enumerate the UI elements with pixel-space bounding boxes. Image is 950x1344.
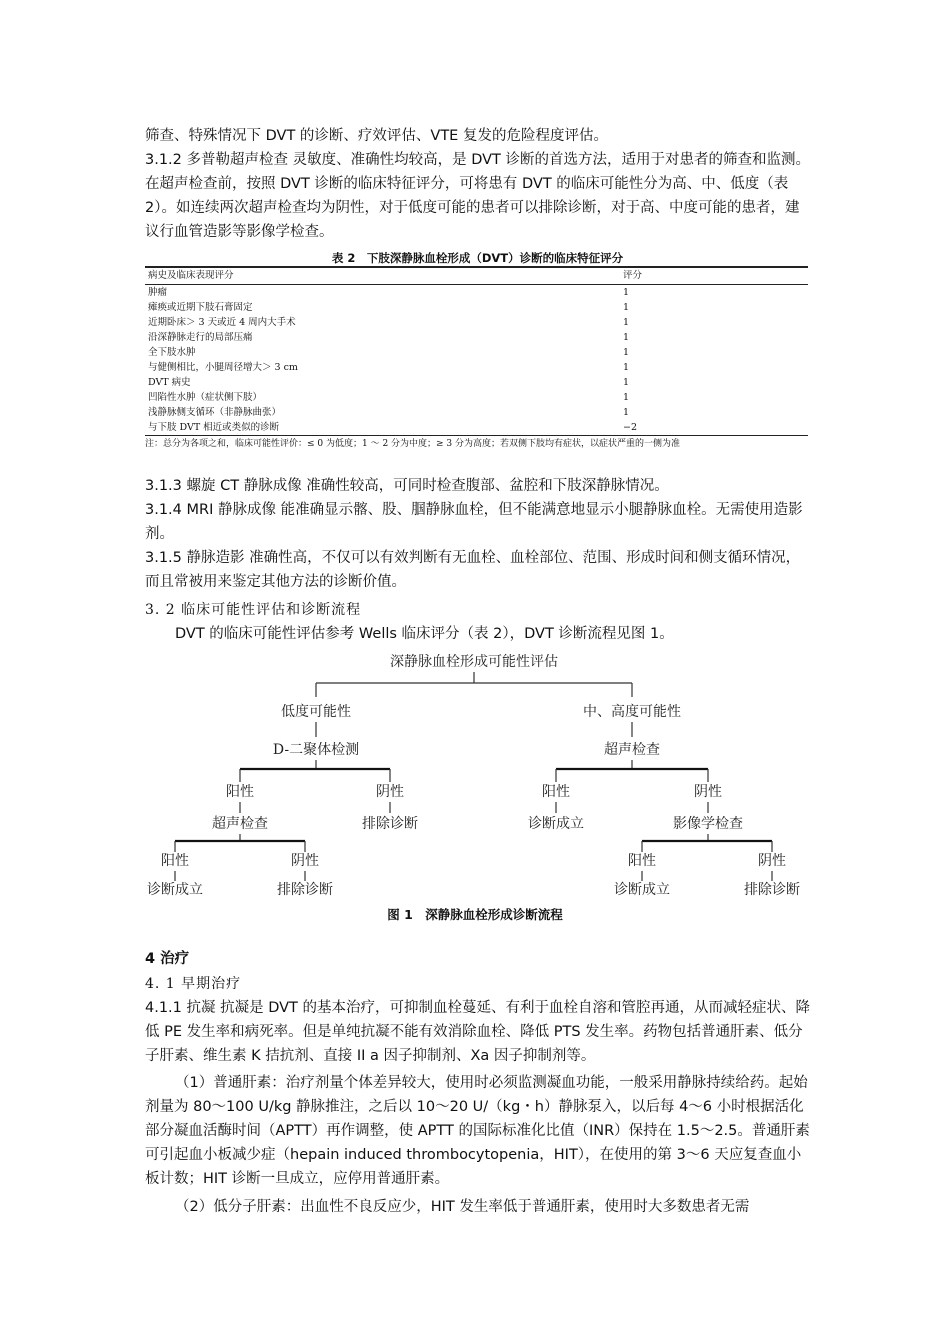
- node-positive-ll: 阳性: [161, 853, 189, 869]
- node-imaging: 影像学检查: [673, 816, 743, 832]
- table-cell-score: −2: [623, 422, 638, 433]
- section-heading-4: 4 治疗: [145, 951, 190, 967]
- table-row: [145, 330, 808, 345]
- table-cell-score: 1: [623, 317, 630, 328]
- paragraph-venography: 3.1.5 静脉造影 准确性高，不仅可以有效判断有无血栓、血栓部位、范围、形成时间和侧支循环情况，而且常被用来鉴定其他方法的诊断价值。: [145, 550, 801, 590]
- table-row: [145, 420, 808, 435]
- section-heading-3-2: 3. 2 临床可能性评估和诊断流程: [145, 602, 362, 618]
- paragraph-heparin: （1）普通肝素：治疗剂量个体差异较大，使用时必须监测凝血功能，一般采用静脉持续给药。起始剂量为 80～100 U/kg 静脉推注，之后以 10～20 U/（kg・h）静脉泵入，以后每 4～6 小时根据活化部分凝血活酶时间（APTT）再作调整，使 APTT 的国际标准化比值（INR）保持在 1.5～2.5。普通肝素可引起血小板减少症（hepain induced thrombocytopenia，HIT），在使用的第 3～6 天应复查血小板计数；HIT 诊断一旦成立，应停用普通肝素。: [145, 1075, 810, 1187]
- table-cell-item: 与下肢 DVT 相近或类似的诊断: [148, 422, 280, 433]
- diagnosis-flowchart: [0, 645, 950, 915]
- node-high: 中、高度可能性: [583, 704, 681, 720]
- table-cell-score: 1: [623, 332, 630, 343]
- table-cell-item: 沿深静脉走行的局部压痛: [148, 332, 253, 343]
- table-note: 注：总分为各项之和，临床可能性评价：≤ 0 为低度；1 ～ 2 分为中度；≥ 3 分为高度；若双侧下肢均有症状，以症状严重的一侧为准: [145, 439, 681, 449]
- paragraph-intro: 筛查、特殊情况下 DVT 的诊断、疗效评估、VTE 复发的危险程度评估。: [145, 128, 608, 144]
- table-cell-item: 全下肢水肿: [148, 347, 196, 358]
- table-cell-item: 瘫痪或近期下肢石膏固定: [148, 302, 253, 313]
- table-cell-item: 近期卧床＞ 3 天或近 4 周内大手术: [148, 317, 296, 328]
- table-cell-score: 1: [623, 347, 630, 358]
- node-ultrasound-left: 超声检查: [212, 816, 268, 832]
- node-confirm-right: 诊断成立: [528, 816, 584, 832]
- table-row: [145, 405, 808, 420]
- table-row: [145, 285, 808, 300]
- table-cell-item: 肿瘤: [148, 287, 168, 298]
- table-header-row: [145, 268, 808, 285]
- node-root: 深静脉血栓形成可能性评估: [390, 654, 558, 670]
- table-cell-score: 1: [623, 407, 630, 418]
- node-low: 低度可能性: [281, 704, 351, 720]
- node-positive-rr: 阳性: [628, 853, 656, 869]
- paragraph-ultrasound: 3.1.2 多普勒超声检查 灵敏度、准确性均较高，是 DVT 诊断的首选方法，适用于对患者的筛查和监测。在超声检查前，按照 DVT 诊断的临床特征评分，可将患有 DVT 的临床可能性分为高、中、低度（表 2）。如连续两次超声检查均为阴性，对于低度可能的患者可以排除诊断，对于高、中度可能的患者，建议行血管造影等影像学检查。: [145, 152, 811, 240]
- node-negative-ll: 阴性: [291, 853, 319, 869]
- table-cell-score: 1: [623, 287, 630, 298]
- node-negative-rr: 阴性: [758, 853, 786, 869]
- table-row: [145, 360, 808, 375]
- paragraph-lmwh: （2）低分子肝素：出血性不良反应少，HIT 发生率低于普通肝素，使用时大多数患者无需: [175, 1199, 750, 1215]
- table-cell-score: 1: [623, 362, 630, 373]
- table-cell-item: 与健侧相比，小腿周径增大＞ 3 cm: [148, 362, 298, 373]
- table-caption: 表 2 下肢深静脉血栓形成（DVT）诊断的临床特征评分: [331, 251, 624, 265]
- node-ddimer: D-二聚体检测: [272, 742, 360, 758]
- table-cell-score: 1: [623, 302, 630, 313]
- table-header-score: 评分: [623, 270, 643, 281]
- paragraph-ct: 3.1.3 螺旋 CT 静脉成像 准确性较高，可同时检查腹部、盆腔和下肢深静脉情况。: [145, 478, 669, 494]
- node-positive-left: 阳性: [226, 784, 254, 800]
- node-exclude-left: 排除诊断: [362, 816, 418, 832]
- section-heading-4-1: 4. 1 早期治疗: [145, 976, 242, 992]
- node-exclude-rr: 排除诊断: [744, 882, 800, 898]
- table-cell-item: 浅静脉侧支循环（非静脉曲张）: [148, 407, 282, 418]
- table-header-item: 病史及临床表现评分: [148, 270, 234, 281]
- score-table: [145, 266, 808, 436]
- node-negative-left: 阴性: [376, 784, 404, 800]
- table-row: [145, 375, 808, 390]
- node-ultrasound-right: 超声检查: [604, 742, 660, 758]
- paragraph-anticoagulation: 4.1.1 抗凝 抗凝是 DVT 的基本治疗，可抑制血栓蔓延、有利于血栓自溶和管腔再通，从而减轻症状、降低 PE 发生率和病死率。但是单纯抗凝不能有效消除血栓、降低 PTS 发生率。药物包括普通肝素、低分子肝素、维生素 K 拮抗剂、直接 II a 因子抑制剂、Xa 因子抑制剂等。: [145, 1000, 811, 1064]
- figure-caption: 图 1 深静脉血栓形成诊断流程: [387, 907, 563, 922]
- node-confirm-ll: 诊断成立: [147, 882, 203, 898]
- table-cell-score: 1: [623, 392, 630, 403]
- node-exclude-ll: 排除诊断: [277, 882, 333, 898]
- table-row: [145, 315, 808, 330]
- node-confirm-rr: 诊断成立: [614, 882, 670, 898]
- table-cell-item: DVT 病史: [148, 377, 191, 388]
- table-row: [145, 390, 808, 405]
- table-cell-score: 1: [623, 377, 630, 388]
- paragraph-wells: DVT 的临床可能性评估参考 Wells 临床评分（表 2），DVT 诊断流程见图 1。: [175, 626, 674, 642]
- table-row: [145, 345, 808, 360]
- node-negative-right: 阴性: [694, 784, 722, 800]
- node-positive-right: 阳性: [542, 784, 570, 800]
- table-row: [145, 300, 808, 315]
- table-cell-item: 凹陷性水肿（症状侧下肢）: [148, 392, 263, 403]
- paragraph-mri: 3.1.4 MRI 静脉成像 能准确显示髂、股、腘静脉血栓，但不能满意地显示小腿静脉血栓。无需使用造影剂。: [145, 502, 803, 542]
